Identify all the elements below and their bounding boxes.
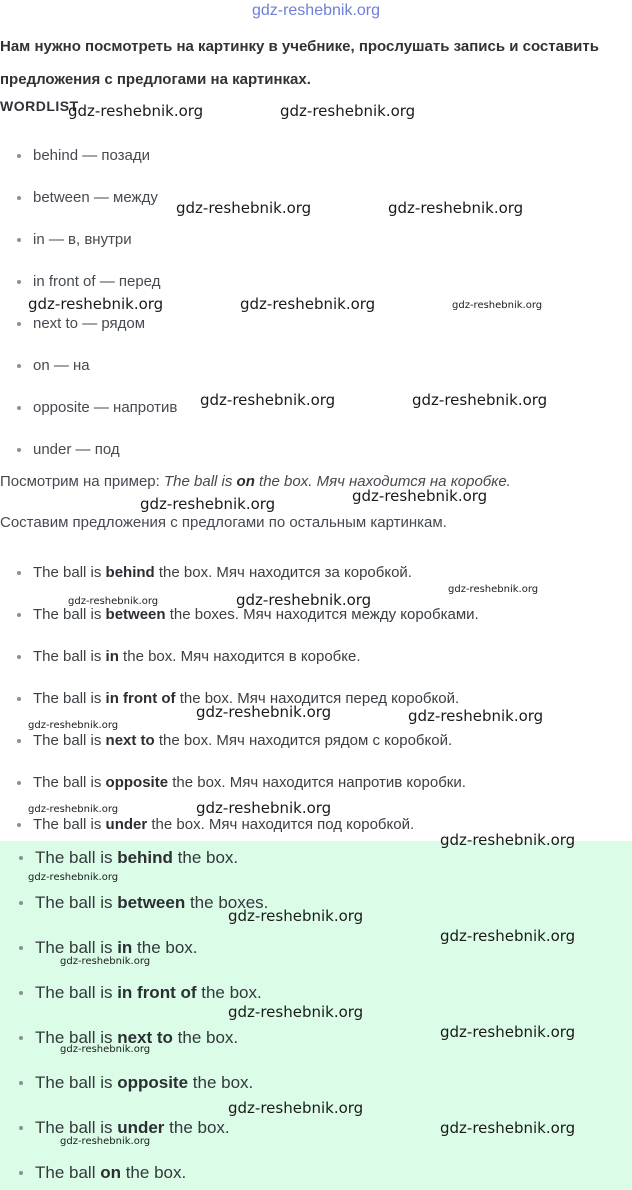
wordlist-item: under — под [33, 441, 120, 458]
sentence-item: The ball is behind the box. Мяч находится за коробкой. [33, 564, 412, 581]
example-lead: Посмотрим на пример: [0, 473, 164, 490]
sentence-item: The ball is next to the box. Мяч находится рядом с коробкой. [33, 732, 453, 749]
site-link[interactable]: gdz-reshebnik.org [251, 2, 381, 19]
watermark: gdz-reshebnik.org [452, 300, 543, 311]
watermark: gdz-reshebnik.org [200, 391, 336, 409]
short-sentence-item: The ball is behind the box. [35, 848, 239, 867]
sentence-item: The ball is in front of the box. Мяч находится перед коробкой. [33, 690, 460, 707]
sentence-item: The ball is in the box. Мяч находится в коробке. [33, 648, 361, 665]
watermark: gdz-reshebnik.org [60, 956, 151, 967]
wordlist-item: in — в, внутри [33, 231, 132, 248]
watermark: gdz-reshebnik.org [28, 872, 119, 883]
watermark: gdz-reshebnik.org [352, 487, 488, 505]
watermark: gdz-reshebnik.org [240, 295, 376, 313]
watermark: gdz-reshebnik.org [412, 391, 548, 409]
watermark: gdz-reshebnik.org [60, 1136, 151, 1147]
short-sentence-item: The ball is next to the box. [35, 1028, 239, 1047]
short-sentence-item: The ball is under the box. [35, 1118, 230, 1137]
watermark: gdz-reshebnik.org [280, 102, 416, 120]
watermark: gdz-reshebnik.org [236, 591, 372, 609]
short-sentence-item: The ball is in the box. [35, 938, 198, 957]
short-sentence-item: The ball on the box. [35, 1163, 187, 1182]
wordlist-item: between — между [33, 189, 158, 206]
watermark: gdz-reshebnik.org [228, 907, 364, 925]
watermark: gdz-reshebnik.org [28, 720, 119, 731]
watermark: gdz-reshebnik.org [440, 927, 576, 945]
wordlist-item: opposite — напротив [33, 399, 178, 416]
watermark: gdz-reshebnik.org [408, 707, 544, 725]
wordlist-item: behind — позади [33, 147, 151, 164]
watermark: gdz-reshebnik.org [68, 102, 204, 120]
watermark: gdz-reshebnik.org [140, 495, 276, 513]
watermark: gdz-reshebnik.org [28, 804, 119, 815]
watermark: gdz-reshebnik.org [68, 596, 159, 607]
watermark: gdz-reshebnik.org [228, 1099, 364, 1117]
example-prep: on [236, 473, 255, 490]
watermark: gdz-reshebnik.org [28, 295, 164, 313]
watermark: gdz-reshebnik.org [440, 1023, 576, 1041]
short-sentence-item: The ball is between the boxes. [35, 893, 269, 912]
sentence-item: The ball is between the boxes. Мяч находится между коробками. [33, 606, 479, 623]
wordlist-item: on — на [33, 357, 90, 374]
wordlist-item: next to — рядом [33, 315, 146, 332]
example-pre: The ball is [164, 473, 237, 490]
watermark: gdz-reshebnik.org [440, 831, 576, 849]
watermark: gdz-reshebnik.org [176, 199, 312, 217]
wordlist-heading: WORDLIST [0, 98, 79, 114]
watermark: gdz-reshebnik.org [228, 1003, 364, 1021]
example-post: the box. Мяч находится на коробке. [254, 473, 511, 490]
short-sentence-item: The ball is opposite the box. [35, 1073, 254, 1092]
watermark: gdz-reshebnik.org [388, 199, 524, 217]
watermark: gdz-reshebnik.org [60, 1044, 151, 1055]
sentence-item: The ball is under the box. Мяч находится под коробкой. [33, 816, 415, 833]
watermark: gdz-reshebnik.org [440, 1119, 576, 1137]
watermark: gdz-reshebnik.org [448, 584, 539, 595]
wordlist-item: in front of — перед [33, 273, 161, 290]
sentence-item: The ball is opposite the box. Мяч находится напротив коробки. [33, 774, 466, 791]
intro-text: Нам нужно посмотреть на картинку в учебнике, прослушать запись и составить предложения с предлогами на картинках. [0, 38, 599, 88]
compose-text: Составим предложения с предлогами по остальным картинкам. [0, 514, 447, 531]
short-sentence-item: The ball is in front of the box. [35, 983, 262, 1002]
watermark: gdz-reshebnik.org [196, 703, 332, 721]
watermark: gdz-reshebnik.org [196, 799, 332, 817]
